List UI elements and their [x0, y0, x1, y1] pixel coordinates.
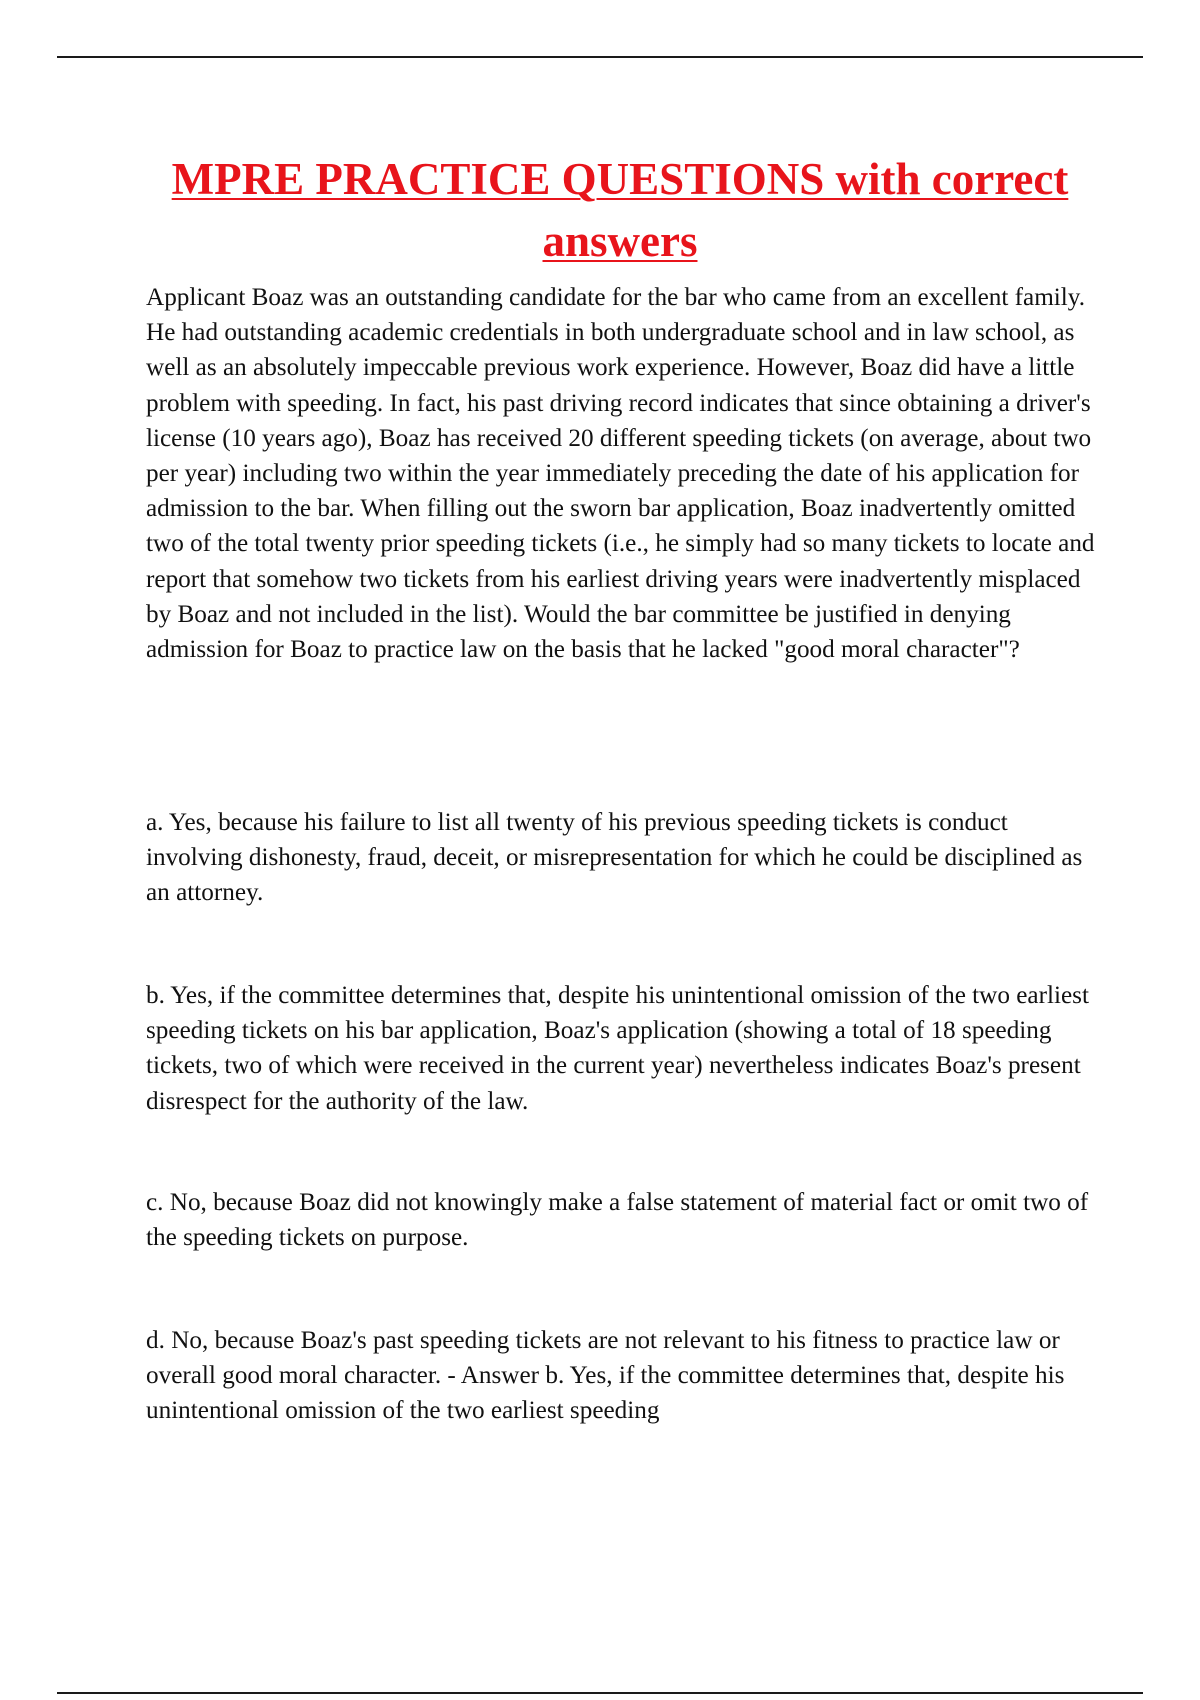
question-text: Applicant Boaz was an outstanding candidate for the bar who came from an excellent family. He had outstanding academic credentials in both undergraduate school and in law school, as well as an absolutely impeccable previous work experience. However, Boaz did have a little problem with speeding. In fact, his past driving record indicates that since obtaining a driver's license (10 years ago), Boaz has received 20 different speeding tickets (on average, about two per year) including two within the year immediately preceding the date of his application for admission to the bar. When filling out the sworn bar application, Boaz inadvertently omitted two of the total twenty prior speeding tickets (i.e., he simply had so many tickets to locate and report that somehow two tickets from his earliest driving years were inadvertently misplaced by Boaz and not included in the list). Would the bar committee be justified in denying admission for Boaz to practice law on the basis that he lacked "good moral character"? [146, 284, 1095, 664]
top-rule [57, 56, 1143, 58]
option-d-with-answer: d. No, because Boaz's past speeding tickets are not relevant to his fitness to practice law or overall good moral character. - Answer b. Yes, if the committee determines that, despite his unintentional omission of the two earliest speeding [146, 1327, 1065, 1425]
bottom-rule [57, 1692, 1143, 1694]
option-c: c. No, because Boaz did not knowingly make a false statement of material fact or omit two of the speeding tickets on purpose. [146, 1189, 1089, 1252]
page-title: MPRE PRACTICE QUESTIONS with correct answers [171, 154, 1069, 266]
option-b: b. Yes, if the committee determines that, despite his unintentional omission of the two earliest speeding tickets on his bar application, Boaz's application (showing a total of 18 speeding tickets, two of which were received in the current year) nevertheless indicates Boaz's present disrespect for the authority of the law. [146, 982, 1089, 1115]
option-a: a. Yes, because his failure to list all twenty of his previous speeding tickets is conduct involving dishonesty, fraud, deceit, or misrepresentation for which he could be disciplined as an attorney. [146, 809, 1083, 907]
